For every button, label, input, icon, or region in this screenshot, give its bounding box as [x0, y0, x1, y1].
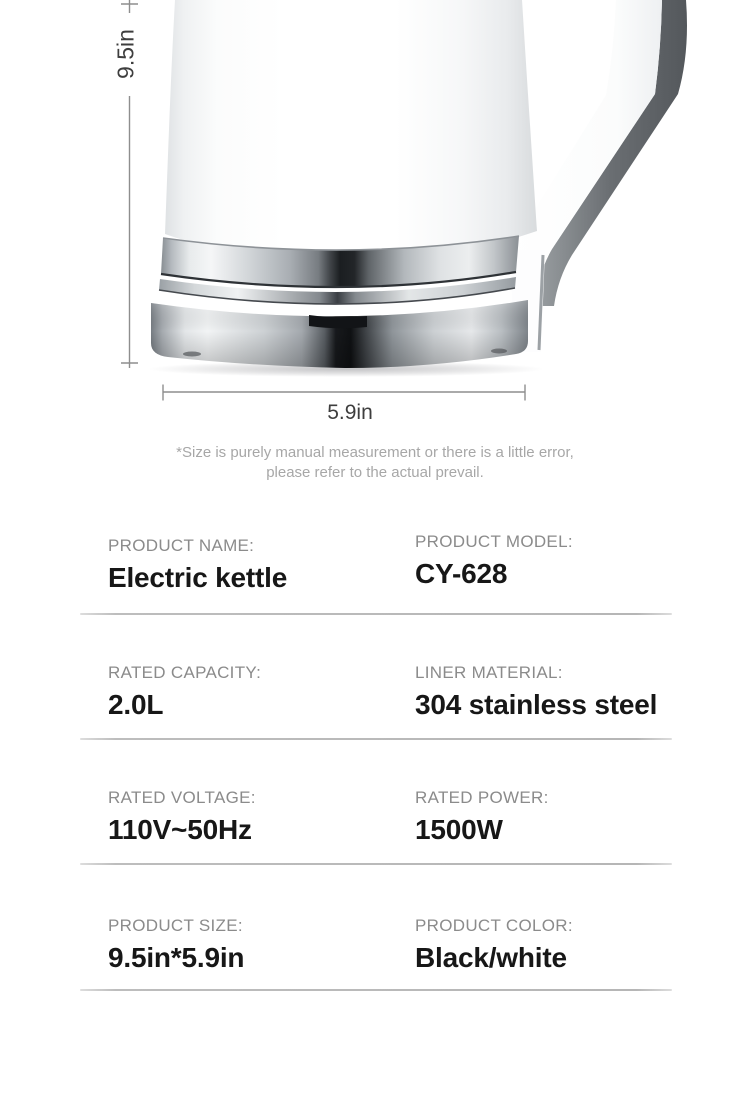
spec-value-rated-voltage: 110V~50Hz: [108, 814, 252, 845]
spec-cell-product-color: [415, 916, 573, 973]
size-disclaimer: [0, 443, 750, 482]
spec-cell-liner-material: [415, 663, 657, 720]
divider-3: [80, 863, 672, 865]
spec-value-product-name: Electric kettle: [108, 562, 288, 593]
width-dimension-line: [163, 385, 525, 401]
spec-label-product-model: PRODUCT MODEL:: [415, 532, 573, 551]
spec-value-liner-material: 304 stainless steel: [415, 689, 658, 720]
spec-cell-rated-capacity: [108, 663, 261, 720]
spec-label-rated-capacity: RATED CAPACITY:: [108, 663, 262, 682]
spec-label-product-size: PRODUCT SIZE:: [108, 916, 243, 935]
divider-1: [80, 613, 672, 615]
spec-cell-rated-voltage: [108, 788, 256, 845]
divider-2: [80, 738, 672, 740]
height-dimension-label: 9.5in: [112, 29, 139, 79]
kettle-body: [165, 0, 537, 261]
power-base: [151, 300, 528, 368]
spec-label-product-name: PRODUCT NAME:: [108, 536, 255, 555]
width-dimension-label: 5.9in: [327, 401, 373, 424]
spec-cell-rated-power: [415, 788, 549, 845]
spec-label-liner-material: LINER MATERIAL:: [415, 663, 563, 682]
spec-value-product-size: 9.5in*5.9in: [108, 942, 245, 973]
spec-label-rated-power: RATED POWER:: [415, 788, 549, 807]
spec-value-product-model: CY-628: [415, 558, 508, 589]
spec-value-rated-power: 1500W: [415, 814, 503, 845]
spec-label-rated-voltage: RATED VOLTAGE:: [108, 788, 256, 807]
spec-value-rated-capacity: 2.0L: [108, 689, 164, 720]
spec-cell-product-name: [108, 536, 287, 593]
size-disclaimer-line2: please refer to the actual prevail.: [266, 463, 484, 481]
spec-cell-product-size: [108, 916, 244, 973]
spec-value-product-color: Black/white: [415, 942, 567, 973]
kettle-handle: [511, 0, 687, 352]
divider-4: [80, 989, 672, 991]
spec-label-product-color: PRODUCT COLOR:: [415, 916, 573, 935]
size-disclaimer-line1: *Size is purely manual measurement or there is a little error,: [176, 444, 574, 461]
spec-cell-product-model: [415, 532, 573, 589]
